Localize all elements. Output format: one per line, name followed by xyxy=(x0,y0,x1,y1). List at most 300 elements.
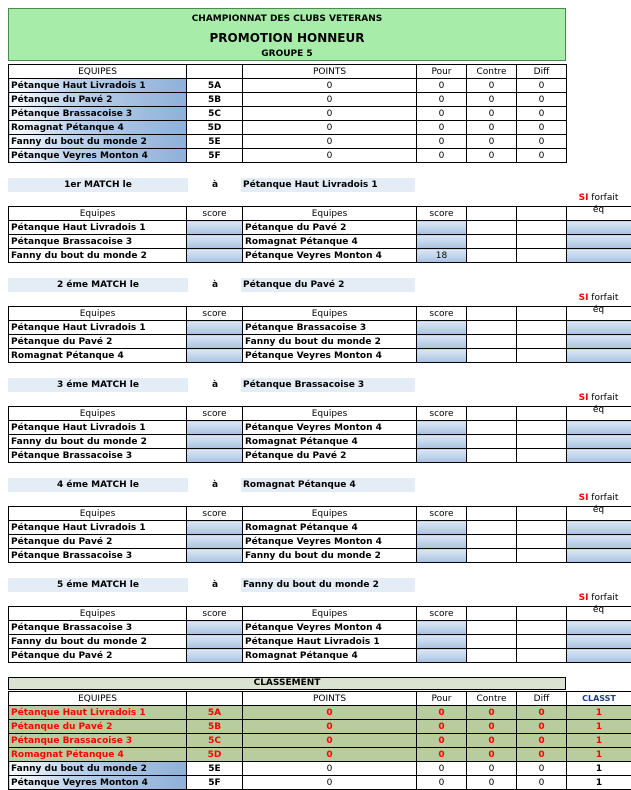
team-points: 0 xyxy=(243,93,417,107)
match-table xyxy=(8,406,631,463)
match-venue: Pétanque Haut Livradois 1 xyxy=(241,178,415,192)
empty-cell xyxy=(567,307,631,321)
classement-code: 5D xyxy=(187,748,243,762)
forfait-label: forfait xyxy=(588,193,618,203)
away-team: Romagnat Pétanque 4 xyxy=(243,435,417,449)
match-header-row xyxy=(9,607,631,621)
empty-cell xyxy=(517,549,567,563)
home-team: Pétanque Brassacoise 3 xyxy=(9,235,187,249)
team-diff: 0 xyxy=(517,79,567,93)
col-header-equipes: Equipes xyxy=(243,307,417,321)
forfait-input[interactable] xyxy=(567,335,631,349)
col-header-equipes: Equipes xyxy=(243,507,417,521)
team-pour: 0 xyxy=(417,79,467,93)
classement-points: 0 xyxy=(243,776,417,790)
empty-cell xyxy=(467,449,517,463)
classement-pour: 0 xyxy=(417,720,467,734)
col-header-pour: Pour xyxy=(417,692,467,706)
col-header-equipes: Equipes xyxy=(9,407,187,421)
away-score-input[interactable] xyxy=(417,335,467,349)
classement-contre: 0 xyxy=(467,762,517,776)
team-pour: 0 xyxy=(417,121,467,135)
team-points: 0 xyxy=(243,135,417,149)
empty-cell xyxy=(517,607,567,621)
home-team: Pétanque Brassacoise 3 xyxy=(9,549,187,563)
table-row xyxy=(9,249,631,263)
empty-cell xyxy=(517,307,567,321)
col-header-equipes: Equipes xyxy=(9,607,187,621)
forfait-input[interactable] xyxy=(567,435,631,449)
match-venue: Pétanque du Pavé 2 xyxy=(241,278,415,292)
classement-header-row xyxy=(9,692,631,706)
si-label: SI xyxy=(579,393,589,403)
empty-cell xyxy=(567,207,631,221)
home-team: Fanny du bout du monde 2 xyxy=(9,249,187,263)
classement-points: 0 xyxy=(243,720,417,734)
group-title: GROUPE 5 xyxy=(9,49,565,59)
away-score-input[interactable] xyxy=(417,221,467,235)
empty-cell xyxy=(467,307,517,321)
classement-code: 5B xyxy=(187,720,243,734)
col-header-equipes: Equipes xyxy=(243,207,417,221)
away-score-input[interactable] xyxy=(417,235,467,249)
col-header-equipes: EQUIPES xyxy=(9,65,187,79)
classement-contre: 0 xyxy=(467,706,517,720)
home-team: Pétanque du Pavé 2 xyxy=(9,535,187,549)
home-score-input[interactable] xyxy=(187,349,243,363)
away-team: Pétanque du Pavé 2 xyxy=(243,221,417,235)
team-code: 5E xyxy=(187,135,243,149)
match-label: 1er MATCH le xyxy=(8,178,188,192)
classement-pour: 0 xyxy=(417,762,467,776)
si-label: SI xyxy=(579,293,589,303)
col-header-score: score xyxy=(187,607,243,621)
table-row xyxy=(9,149,567,163)
team-diff: 0 xyxy=(517,135,567,149)
forfait-input[interactable] xyxy=(567,521,631,535)
classement-code: 5F xyxy=(187,776,243,790)
team-contre: 0 xyxy=(467,149,517,163)
col-header-score: score xyxy=(417,407,467,421)
match-header-row xyxy=(9,207,631,221)
match-label: 4 éme MATCH le xyxy=(8,478,188,492)
empty-cell xyxy=(517,635,567,649)
eq-label: éq xyxy=(593,505,604,515)
away-score-input[interactable] xyxy=(417,321,467,335)
match-table xyxy=(8,606,631,663)
classement-contre: 0 xyxy=(467,748,517,762)
col-header-pour: Pour xyxy=(417,65,467,79)
empty-cell xyxy=(517,435,567,449)
col-header-diff: Diff xyxy=(517,692,567,706)
match-a-label: à xyxy=(205,478,225,492)
col-header-equipes: Equipes xyxy=(9,507,187,521)
classement-points: 0 xyxy=(243,734,417,748)
forfait-input[interactable] xyxy=(567,635,631,649)
classement-code: 5E xyxy=(187,762,243,776)
col-header-equipes: Equipes xyxy=(9,207,187,221)
table-row xyxy=(9,748,631,762)
col-header-points: POINTS xyxy=(243,692,417,706)
team-code: 5B xyxy=(187,93,243,107)
eq-label: éq xyxy=(593,305,604,315)
col-header-code xyxy=(187,692,243,706)
away-team: Romagnat Pétanque 4 xyxy=(243,521,417,535)
home-team: Pétanque du Pavé 2 xyxy=(9,649,187,663)
empty-cell xyxy=(517,321,567,335)
home-team: Fanny du bout du monde 2 xyxy=(9,635,187,649)
match-venue: Pétanque Brassacoise 3 xyxy=(241,378,415,392)
classement-contre: 0 xyxy=(467,734,517,748)
forfait-label: forfait xyxy=(588,293,618,303)
table-row xyxy=(9,449,631,463)
home-score-input[interactable] xyxy=(187,621,243,635)
table-row xyxy=(9,635,631,649)
table-row xyxy=(9,762,631,776)
table-row xyxy=(9,335,631,349)
home-score-input[interactable] xyxy=(187,235,243,249)
away-team: Romagnat Pétanque 4 xyxy=(243,649,417,663)
si-label: SI xyxy=(579,193,589,203)
forfait-label: forfait xyxy=(588,593,618,603)
col-header-equipes: Equipes xyxy=(9,307,187,321)
table-row xyxy=(9,421,631,435)
away-team: Pétanque du Pavé 2 xyxy=(243,449,417,463)
classement-points: 0 xyxy=(243,706,417,720)
team-contre: 0 xyxy=(467,135,517,149)
match-a-label: à xyxy=(205,178,225,192)
match-label: 5 éme MATCH le xyxy=(8,578,188,592)
home-score-input[interactable] xyxy=(187,321,243,335)
table-row xyxy=(9,135,567,149)
empty-cell xyxy=(517,249,567,263)
table-row xyxy=(9,734,631,748)
classement-title: CLASSEMENT xyxy=(8,677,566,690)
match-label: 3 éme MATCH le xyxy=(8,378,188,392)
team-diff: 0 xyxy=(517,149,567,163)
away-score-input[interactable] xyxy=(417,449,467,463)
si-label: SI xyxy=(579,493,589,503)
eq-label: éq xyxy=(593,205,604,215)
empty-cell xyxy=(517,621,567,635)
away-team: Pétanque Brassacoise 3 xyxy=(243,321,417,335)
match-table xyxy=(8,506,631,563)
empty-cell xyxy=(467,407,517,421)
table-row xyxy=(9,706,631,720)
forfait-input[interactable] xyxy=(567,449,631,463)
forfait-input[interactable] xyxy=(567,235,631,249)
col-header-equipes: Equipes xyxy=(243,407,417,421)
empty-cell xyxy=(467,535,517,549)
empty-cell xyxy=(467,621,517,635)
table-row xyxy=(9,107,567,121)
col-header-equipes: Equipes xyxy=(243,607,417,621)
away-score-input[interactable] xyxy=(417,635,467,649)
home-score-input[interactable] xyxy=(187,635,243,649)
match-a-label: à xyxy=(205,578,225,592)
teams-table xyxy=(8,64,567,163)
team-name[interactable]: Pétanque du Pavé 2 xyxy=(9,93,187,107)
home-team: Pétanque Haut Livradois 1 xyxy=(9,321,187,335)
team-code: 5F xyxy=(187,149,243,163)
home-team: Pétanque du Pavé 2 xyxy=(9,335,187,349)
team-name[interactable]: Romagnat Pétanque 4 xyxy=(9,121,187,135)
forfait-input[interactable] xyxy=(567,221,631,235)
empty-cell xyxy=(467,549,517,563)
home-team: Pétanque Brassacoise 3 xyxy=(9,621,187,635)
team-diff: 0 xyxy=(517,93,567,107)
championship-title: CHAMPIONNAT DES CLUBS VETERANS xyxy=(9,14,565,24)
classement-rank: 1 xyxy=(567,748,631,762)
empty-cell xyxy=(467,249,517,263)
col-header-score: score xyxy=(187,307,243,321)
forfait-input[interactable] xyxy=(567,549,631,563)
table-row xyxy=(9,235,631,249)
away-team: Pétanque Veyres Monton 4 xyxy=(243,349,417,363)
empty-cell xyxy=(517,407,567,421)
classement-rank: 1 xyxy=(567,706,631,720)
table-row xyxy=(9,93,567,107)
team-name[interactable]: Pétanque Veyres Monton 4 xyxy=(9,149,187,163)
forfait-label: forfait xyxy=(588,393,618,403)
classement-contre: 0 xyxy=(467,720,517,734)
away-score-input[interactable] xyxy=(417,535,467,549)
home-score-input[interactable] xyxy=(187,221,243,235)
classement-team: Pétanque Veyres Monton 4 xyxy=(9,776,187,790)
classement-diff: 0 xyxy=(517,706,567,720)
empty-cell xyxy=(467,649,517,663)
empty-cell xyxy=(467,521,517,535)
empty-cell xyxy=(467,435,517,449)
empty-cell xyxy=(467,635,517,649)
classement-team: Fanny du bout du monde 2 xyxy=(9,762,187,776)
classement-rank: 1 xyxy=(567,776,631,790)
classement-team: Pétanque Brassacoise 3 xyxy=(9,734,187,748)
classement-pour: 0 xyxy=(417,734,467,748)
match-label: 2 éme MATCH le xyxy=(8,278,188,292)
match-header-row xyxy=(9,507,631,521)
classement-points: 0 xyxy=(243,748,417,762)
col-header-contre: Contre xyxy=(467,65,517,79)
team-points: 0 xyxy=(243,79,417,93)
team-contre: 0 xyxy=(467,93,517,107)
away-team: Pétanque Veyres Monton 4 xyxy=(243,535,417,549)
away-score-input[interactable] xyxy=(417,521,467,535)
team-pour: 0 xyxy=(417,93,467,107)
team-code: 5A xyxy=(187,79,243,93)
forfait-input[interactable] xyxy=(567,249,631,263)
home-score-input[interactable] xyxy=(187,549,243,563)
match-venue: Romagnat Pétanque 4 xyxy=(241,478,415,492)
home-score-input[interactable] xyxy=(187,249,243,263)
table-row xyxy=(9,521,631,535)
empty-cell xyxy=(467,607,517,621)
team-contre: 0 xyxy=(467,79,517,93)
empty-cell xyxy=(517,649,567,663)
team-pour: 0 xyxy=(417,107,467,121)
forfait-input[interactable] xyxy=(567,421,631,435)
col-header-points: POINTS xyxy=(243,65,417,79)
col-header-equipes: EQUIPES xyxy=(9,692,187,706)
match-table xyxy=(8,306,631,363)
table-row xyxy=(9,621,631,635)
home-score-input[interactable] xyxy=(187,421,243,435)
col-header-code xyxy=(187,65,243,79)
empty-cell xyxy=(517,507,567,521)
table-row xyxy=(9,720,631,734)
classement-team: Pétanque du Pavé 2 xyxy=(9,720,187,734)
classement-team: Romagnat Pétanque 4 xyxy=(9,748,187,762)
classement-pour: 0 xyxy=(417,748,467,762)
empty-cell xyxy=(517,207,567,221)
empty-cell xyxy=(567,507,631,521)
eq-label: éq xyxy=(593,605,604,615)
empty-cell xyxy=(517,335,567,349)
team-name[interactable]: Pétanque Brassacoise 3 xyxy=(9,107,187,121)
classement-diff: 0 xyxy=(517,748,567,762)
forfait-input[interactable] xyxy=(567,535,631,549)
classement-points: 0 xyxy=(243,762,417,776)
forfait-input[interactable] xyxy=(567,349,631,363)
table-row xyxy=(9,349,631,363)
home-score-input[interactable] xyxy=(187,449,243,463)
table-row xyxy=(9,435,631,449)
match-venue: Fanny du bout du monde 2 xyxy=(241,578,415,592)
home-score-input[interactable] xyxy=(187,521,243,535)
away-team: Pétanque Veyres Monton 4 xyxy=(243,421,417,435)
team-code: 5D xyxy=(187,121,243,135)
empty-cell xyxy=(467,507,517,521)
eq-label: éq xyxy=(593,405,604,415)
col-header-score: score xyxy=(417,607,467,621)
championship-header xyxy=(8,8,566,61)
home-team: Pétanque Haut Livradois 1 xyxy=(9,221,187,235)
col-header-diff: Diff xyxy=(517,65,567,79)
empty-cell xyxy=(467,321,517,335)
team-contre: 0 xyxy=(467,107,517,121)
match-a-label: à xyxy=(205,378,225,392)
empty-cell xyxy=(517,421,567,435)
forfait-label: forfait xyxy=(588,493,618,503)
col-header-score: score xyxy=(187,507,243,521)
team-pour: 0 xyxy=(417,149,467,163)
team-pour: 0 xyxy=(417,135,467,149)
classement-rank: 1 xyxy=(567,720,631,734)
away-score-input[interactable]: 18 xyxy=(417,249,467,263)
empty-cell xyxy=(517,449,567,463)
empty-cell xyxy=(467,421,517,435)
col-header-classt: CLASST xyxy=(567,692,631,706)
table-row xyxy=(9,79,567,93)
away-score-input[interactable] xyxy=(417,349,467,363)
empty-cell xyxy=(467,221,517,235)
home-team: Pétanque Haut Livradois 1 xyxy=(9,521,187,535)
home-score-input[interactable] xyxy=(187,435,243,449)
team-points: 0 xyxy=(243,121,417,135)
away-score-input[interactable] xyxy=(417,621,467,635)
teams-header-row xyxy=(9,65,567,79)
away-score-input[interactable] xyxy=(417,649,467,663)
table-row xyxy=(9,535,631,549)
team-diff: 0 xyxy=(517,107,567,121)
away-score-input[interactable] xyxy=(417,421,467,435)
empty-cell xyxy=(517,535,567,549)
team-points: 0 xyxy=(243,149,417,163)
classement-code: 5A xyxy=(187,706,243,720)
forfait-input[interactable] xyxy=(567,321,631,335)
home-score-input[interactable] xyxy=(187,335,243,349)
classement-table xyxy=(8,691,631,790)
home-score-input[interactable] xyxy=(187,649,243,663)
col-header-score: score xyxy=(417,507,467,521)
classement-contre: 0 xyxy=(467,776,517,790)
team-contre: 0 xyxy=(467,121,517,135)
away-team: Fanny du bout du monde 2 xyxy=(243,549,417,563)
division-title: PROMOTION HONNEUR xyxy=(9,31,565,45)
empty-cell xyxy=(567,607,631,621)
table-row xyxy=(9,776,631,790)
classement-diff: 0 xyxy=(517,720,567,734)
empty-cell xyxy=(517,349,567,363)
empty-cell xyxy=(467,335,517,349)
col-header-score: score xyxy=(417,307,467,321)
home-score-input[interactable] xyxy=(187,535,243,549)
classement-code: 5C xyxy=(187,734,243,748)
forfait-input[interactable] xyxy=(567,621,631,635)
away-score-input[interactable] xyxy=(417,435,467,449)
table-row xyxy=(9,321,631,335)
col-header-contre: Contre xyxy=(467,692,517,706)
match-a-label: à xyxy=(205,278,225,292)
team-name[interactable]: Fanny du bout du monde 2 xyxy=(9,135,187,149)
table-row xyxy=(9,221,631,235)
forfait-input[interactable] xyxy=(567,649,631,663)
empty-cell xyxy=(467,235,517,249)
empty-cell xyxy=(467,207,517,221)
empty-cell xyxy=(467,349,517,363)
away-team: Pétanque Veyres Monton 4 xyxy=(243,621,417,635)
col-header-score: score xyxy=(417,207,467,221)
team-diff: 0 xyxy=(517,121,567,135)
classement-rank: 1 xyxy=(567,762,631,776)
away-team: Fanny du bout du monde 2 xyxy=(243,335,417,349)
si-label: SI xyxy=(579,593,589,603)
empty-cell xyxy=(567,407,631,421)
empty-cell xyxy=(517,521,567,535)
team-name[interactable]: Pétanque Haut Livradois 1 xyxy=(9,79,187,93)
match-header-row xyxy=(9,307,631,321)
classement-pour: 0 xyxy=(417,776,467,790)
away-score-input[interactable] xyxy=(417,549,467,563)
classement-diff: 0 xyxy=(517,734,567,748)
home-team: Pétanque Haut Livradois 1 xyxy=(9,421,187,435)
classement-rank: 1 xyxy=(567,734,631,748)
col-header-score: score xyxy=(187,207,243,221)
team-points: 0 xyxy=(243,107,417,121)
table-row xyxy=(9,649,631,663)
empty-cell xyxy=(517,235,567,249)
team-code: 5C xyxy=(187,107,243,121)
classement-diff: 0 xyxy=(517,762,567,776)
empty-cell xyxy=(517,221,567,235)
classement-team: Pétanque Haut Livradois 1 xyxy=(9,706,187,720)
classement-pour: 0 xyxy=(417,706,467,720)
home-team: Fanny du bout du monde 2 xyxy=(9,435,187,449)
col-header-score: score xyxy=(187,407,243,421)
classement-diff: 0 xyxy=(517,776,567,790)
home-team: Pétanque Brassacoise 3 xyxy=(9,449,187,463)
match-header-row xyxy=(9,407,631,421)
